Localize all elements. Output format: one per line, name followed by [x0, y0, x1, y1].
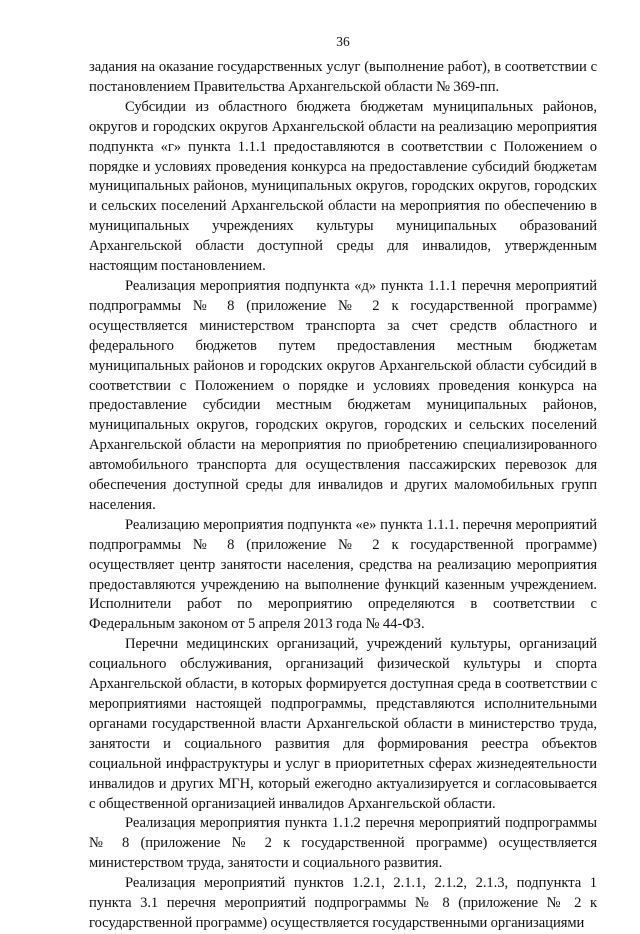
paragraph-state-organizations: Реализация мероприятий пунктов 1.2.1, 2.1.1, 2.1.2, 2.1.3, подпункта 1 пункта 3.1 перечня мероприятий подпрограммы № 8 (приложение № 2 к государственной программе) осуществляется государственными организациями — [89, 875, 597, 931]
document-page — [89, 34, 597, 934]
paragraph-employment-center: Реализацию мероприятия подпункта «е» пункта 1.1.1. перечня мероприятий подпрограммы № 8 (приложение № 2 к государственной программе) осуществляет центр занятости населения, средства на реализацию мероприятия предоставляются учреждению на выполнение функций казенным учреждением. Исполнители работ по мероприятию определяются в соответствии с Федеральным законом от 5 апреля 2013 года № 44-ФЗ. — [89, 516, 597, 633]
paragraph-transport-subsidies: Реализация мероприятия подпункта «д» пункта 1.1.1 перечня мероприятий подпрограммы № 8 (приложение № 2 к государственной программе) осуществляется министерством транспорта за счет средств областного и федерального бюджетов путем предоставления местным бюджетам муниципальных районов и городских округов Архангельской области субсидий в соответствии с Положением о порядке и условиях проведения конкурса на предоставление субсидии местным бюджетам муниципальных районов, муниципальных округов, городских округов, городских и сельских поселений Архангельской области на мероприятия по приобретению специализированного автомобильного транспорта для осуществления пассажирских перевозок для обеспечения доступной среды для инвалидов и других маломобильных групп населения. — [89, 277, 597, 513]
paragraph-ministry-of-labor: Реализация мероприятия пункта 1.1.2 перечня мероприятий подпрограммы № 8 (приложение № 2 к государственной программе) осуществляется министерством труда, занятости и социального развития. — [89, 815, 597, 872]
paragraph-state-assignment-continuation: задания на оказание государственных услуг (выполнение работ), в соответствии с постановлением Правительства Архангельской области № 369-пп. — [89, 59, 597, 95]
page-number: 36 — [336, 34, 350, 49]
paragraph-culture-subsidies: Субсидии из областного бюджета бюджетам муниципальных районов, округов и городских округов Архангельской области на реализацию мероприятия подпункта «г» пункта 1.1.1 предоставляются в соответствии с Положением о порядке и условиях проведения конкурса на предоставление субсидий бюджетам муниципальных районов, муниципальных округов, городских округов, городских и сельских поселений Архангельской области на мероприятия по обеспечению в муниципальных учреждениях культуры муниципальных образований Архангельской области доступной среды для инвалидов, утвержденным настоящим постановлением. — [89, 98, 597, 275]
paragraph-organization-lists: Перечни медицинских организаций, учреждений культуры, организаций социального обслуживания, организаций физической культуры и спорта Архангельской области, в которых формируется доступная среда в соответствии с мероприятиями настоящей подпрограммы, представляются исполнительными органами государственной власти Архангельской области в министерство труда, занятости и социального развития для формирования реестра объектов социальной инфраструктуры и услуг в приоритетных сферах жизнедеятельности инвалидов и других МГН, который ежегодно актуализируется и согласовывается с общественной организацией инвалидов Архангельской области. — [89, 636, 597, 812]
